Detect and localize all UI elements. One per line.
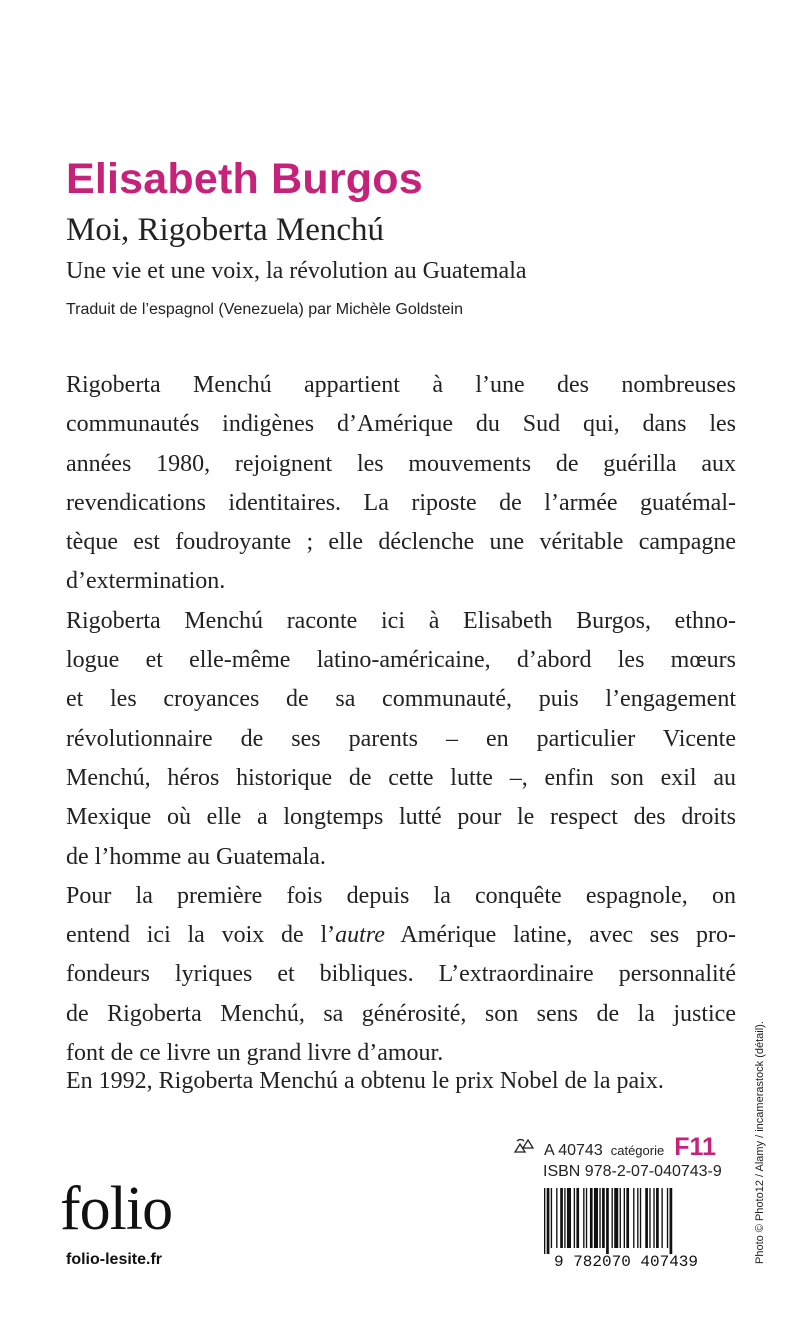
barcode-bar <box>567 1188 571 1248</box>
barcode-bar <box>656 1188 659 1248</box>
barcode-bar <box>564 1188 565 1248</box>
text-line: revendications identitaires. La riposte de l’armée guatémal- <box>66 489 736 516</box>
text-line: communautés indigènes d’Amérique du Sud qui, dans les <box>66 411 736 438</box>
back-cover-summary <box>66 366 736 1073</box>
barcode-bar <box>606 1188 609 1254</box>
photo-credit: Photo © Photo12 / Alamy / incamerastock (détail). <box>754 1021 766 1264</box>
italic-word: autre <box>335 922 385 949</box>
price-category: F11 <box>674 1133 716 1161</box>
text-line: d’extermination. <box>66 568 226 595</box>
text-line: logue et elle-même latino-américaine, d’abord les mœurs <box>66 647 736 674</box>
barcode-bar <box>599 1188 600 1248</box>
isbn: ISBN 978-2-07-040743-9 <box>543 1163 722 1180</box>
barcode-bar <box>667 1188 668 1248</box>
text-line: Menchú, héros historique de cette lutte –, enfin son exil au <box>66 764 736 791</box>
barcode-bar <box>637 1188 638 1248</box>
text-segment: Amérique latine, avec ses pro- <box>384 922 736 949</box>
barcode-bar <box>590 1188 593 1248</box>
barcode-bar <box>653 1188 654 1248</box>
category-label: catégorie <box>610 1143 665 1158</box>
summary-paragraph-2 <box>66 602 736 877</box>
barcode-bar <box>574 1188 575 1248</box>
barcode-bar <box>640 1188 641 1248</box>
barcode-bar <box>626 1188 629 1248</box>
catalog-number: A 40743 <box>544 1142 603 1159</box>
text-line <box>66 916 736 955</box>
text-line: tèque est foudroyante ; elle déclenche une véritable campagne <box>66 529 736 556</box>
barcode-bar <box>544 1188 545 1254</box>
barcode-bar <box>620 1188 621 1248</box>
text-line: font de ce livre un grand livre d’amour. <box>66 1040 444 1067</box>
barcode-bar <box>602 1188 605 1248</box>
paper-recycling-icon <box>512 1137 536 1155</box>
barcode-bar <box>560 1188 563 1248</box>
author-name: Elisabeth Burgos <box>66 155 423 203</box>
text-line: fondeurs lyriques et bibliques. L’extraordinaire personnalité <box>66 961 736 988</box>
barcode-bar <box>624 1188 625 1248</box>
isbn-barcode <box>540 1188 718 1268</box>
publisher-website: folio-lesite.fr <box>66 1251 163 1268</box>
book-subtitle: Une vie et une voix, la révolution au Guatemala <box>66 258 527 284</box>
text-line: Mexique où elle a longtemps lutté pour le respect des droits <box>66 804 736 831</box>
barcode-bar <box>547 1188 550 1254</box>
barcode-bar <box>594 1188 598 1248</box>
text-line: Pour la première fois depuis la conquête espagnole, on <box>66 882 736 909</box>
translator-credit: Traduit de l’espagnol (Venezuela) par Michèle Goldstein <box>66 301 463 318</box>
barcode-bar <box>612 1188 613 1248</box>
barcode-bar <box>614 1188 618 1248</box>
barcode-bar <box>649 1188 650 1248</box>
barcode-digits: 9 782070 407439 <box>553 1253 699 1268</box>
text-segment: entend ici la voix de l’ <box>66 922 336 949</box>
barcode-bar <box>556 1188 557 1248</box>
nobel-note: En 1992, Rigoberta Menchú a obtenu le prix Nobel de la paix. <box>66 1068 664 1094</box>
barcode-bar <box>633 1188 634 1248</box>
barcode-bar <box>551 1188 552 1248</box>
text-line: années 1980, rejoignent les mouvements de guérilla aux <box>66 450 736 477</box>
barcode-bar <box>670 1188 673 1254</box>
text-line: Rigoberta Menchú raconte ici à Elisabeth Burgos, ethno- <box>66 607 736 634</box>
barcode-bar <box>645 1188 648 1248</box>
barcode-bar <box>661 1188 662 1248</box>
text-line: de l’homme au Guatemala. <box>66 843 326 870</box>
folio-logo: folio <box>60 1175 173 1243</box>
barcode-bar <box>576 1188 579 1248</box>
text-line: Rigoberta Menchú appartient à l’une des nombreuses <box>66 372 736 398</box>
barcode-bar <box>586 1188 587 1248</box>
text-line: et les croyances de sa communauté, puis l’engagement <box>66 686 736 713</box>
text-line: de Rigoberta Menchú, sa générosité, son sens de la justice <box>66 1000 736 1027</box>
barcode-bar <box>583 1188 584 1248</box>
catalog-reference <box>512 1133 716 1162</box>
text-line: révolutionnaire de ses parents – en particulier Vicente <box>66 725 736 752</box>
summary-paragraph-3 <box>66 877 736 1073</box>
book-title: Moi, Rigoberta Menchú <box>66 212 385 248</box>
summary-paragraph-1 <box>66 366 736 602</box>
